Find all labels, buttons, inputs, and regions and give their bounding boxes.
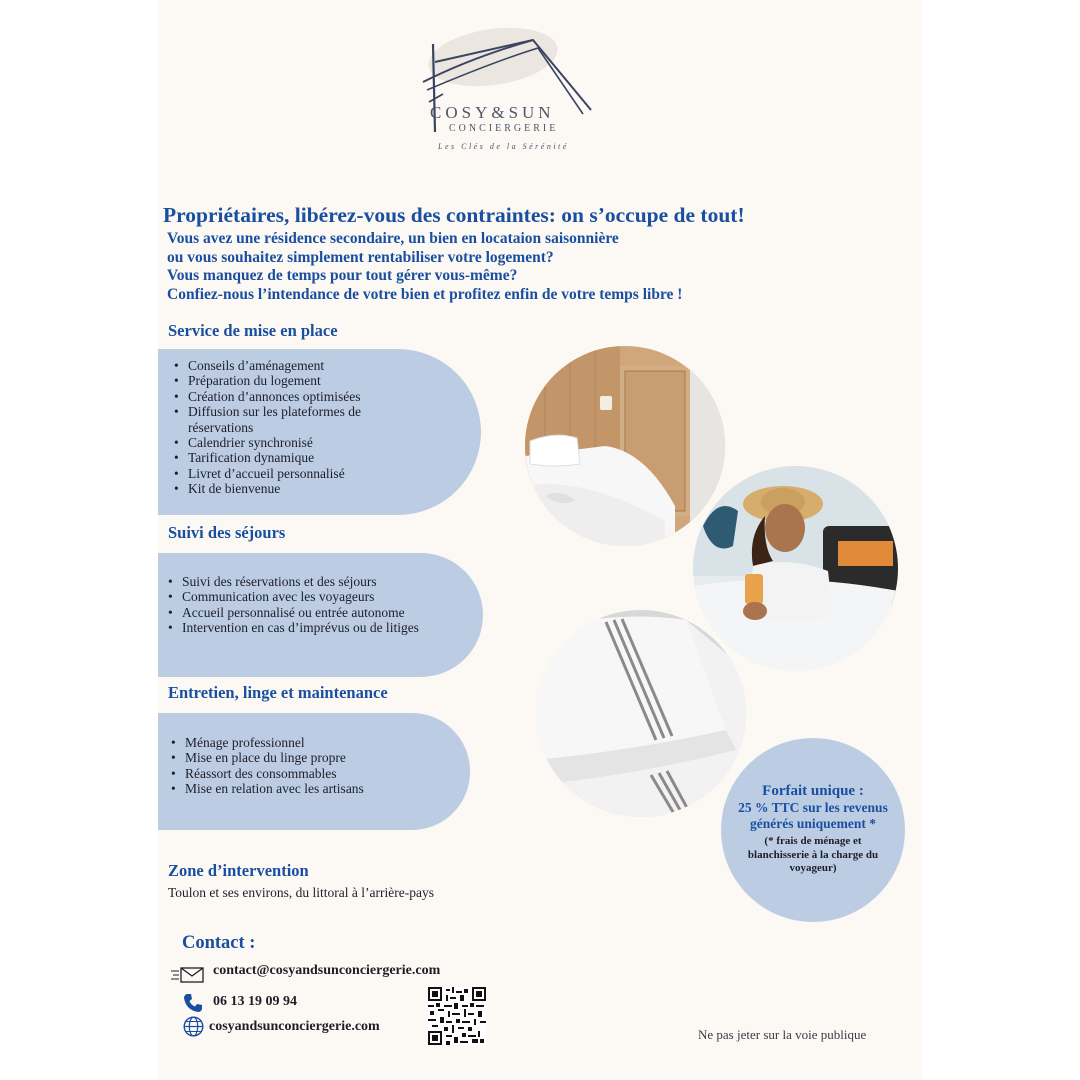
brand-name: COSY&SUN xyxy=(430,103,555,122)
footer-note: Ne pas jeter sur la voie publique xyxy=(698,1027,867,1042)
contact-email[interactable]: contact@cosyandsunconciergerie.com xyxy=(213,963,441,978)
phone-icon xyxy=(183,993,203,1013)
intro-line: Vous avez une résidence secondaire, un bien en locataion saisonnière xyxy=(167,230,619,247)
entretien-list-panel xyxy=(158,713,470,830)
intro-line: ou vous souhaitez simplement rentabiliser votre logement? xyxy=(167,248,554,266)
brand-subtitle: CONCIERGERIE xyxy=(449,123,559,134)
towels-photo xyxy=(536,610,746,817)
zone-title: Zone d’intervention xyxy=(168,861,309,880)
forfait-note: (* frais de ménage et blanchisserie à la charge du voyageur) xyxy=(747,835,879,874)
zone-text: Toulon et ses environs, du littoral à l’arrière-pays xyxy=(168,885,434,900)
intro-line: Confiez-nous l’intendance de votre bien et profitez enfin de votre temps libre ! xyxy=(167,285,683,303)
traveler-woman-photo xyxy=(693,466,898,671)
suivi-list-panel xyxy=(158,553,483,677)
bedroom-photo xyxy=(525,346,725,546)
service-list-panel xyxy=(158,349,481,515)
list-item: • Mise en place du linge propre xyxy=(167,750,447,765)
entretien-list xyxy=(167,735,447,797)
headline: Propriétaires, libérez-vous des contraintes: on s’occupe de tout! xyxy=(163,203,745,227)
list-item: • Calendrier synchronisé xyxy=(170,435,380,450)
section-title-entretien: Entretien, linge et maintenance xyxy=(168,683,388,702)
forfait-title: Forfait unique : xyxy=(762,783,864,799)
list-item: • Conseils d’aménagement xyxy=(170,358,380,373)
forfait-badge xyxy=(721,738,905,922)
intro-line: Vous manquez de temps pour tout gérer vous-même? xyxy=(167,267,518,284)
flyer-page xyxy=(158,0,922,1080)
contact-phone[interactable]: 06 13 19 09 94 xyxy=(213,994,297,1009)
service-list xyxy=(170,358,380,497)
list-item: • Création d’annonces optimisées xyxy=(170,389,380,404)
list-item: • Communication avec les voyageurs xyxy=(164,589,464,604)
section-title-suivi-sejours: Suivi des séjours xyxy=(168,523,286,542)
globe-icon xyxy=(183,1016,204,1037)
qr-code-icon[interactable] xyxy=(428,987,486,1045)
contact-title: Contact : xyxy=(182,933,256,953)
list-item: • Mise en relation avec les artisans xyxy=(167,781,447,796)
list-item: • Ménage professionnel xyxy=(167,735,447,750)
list-item: • Accueil personnalisé ou entrée autonome xyxy=(164,605,464,620)
list-item: • Tarification dynamique xyxy=(170,450,380,465)
forfait-rate: 25 % TTC sur les revenus générés uniquement * xyxy=(738,800,888,831)
suivi-list xyxy=(164,574,464,636)
list-item: • Réassort des consommables xyxy=(167,766,447,781)
brand-tagline: Les Clés de la Sérénité xyxy=(438,142,569,151)
list-item: • Livret d’accueil personnalisé xyxy=(170,466,380,481)
list-item: • Suivi des réservations et des séjours xyxy=(164,574,464,589)
intro-text xyxy=(167,230,682,304)
email-icon xyxy=(171,965,205,985)
house-roof-logo-icon xyxy=(413,22,603,162)
list-item: • Intervention en cas d’imprévus ou de litiges xyxy=(164,620,464,635)
list-item: • Kit de bienvenue xyxy=(170,481,380,496)
list-item: • Diffusion sur les plateformes de réservations xyxy=(170,404,380,435)
list-item: • Préparation du logement xyxy=(170,373,380,388)
contact-website[interactable]: cosyandsunconciergerie.com xyxy=(209,1019,380,1034)
section-title-mise-en-place: Service de mise en place xyxy=(168,321,338,340)
